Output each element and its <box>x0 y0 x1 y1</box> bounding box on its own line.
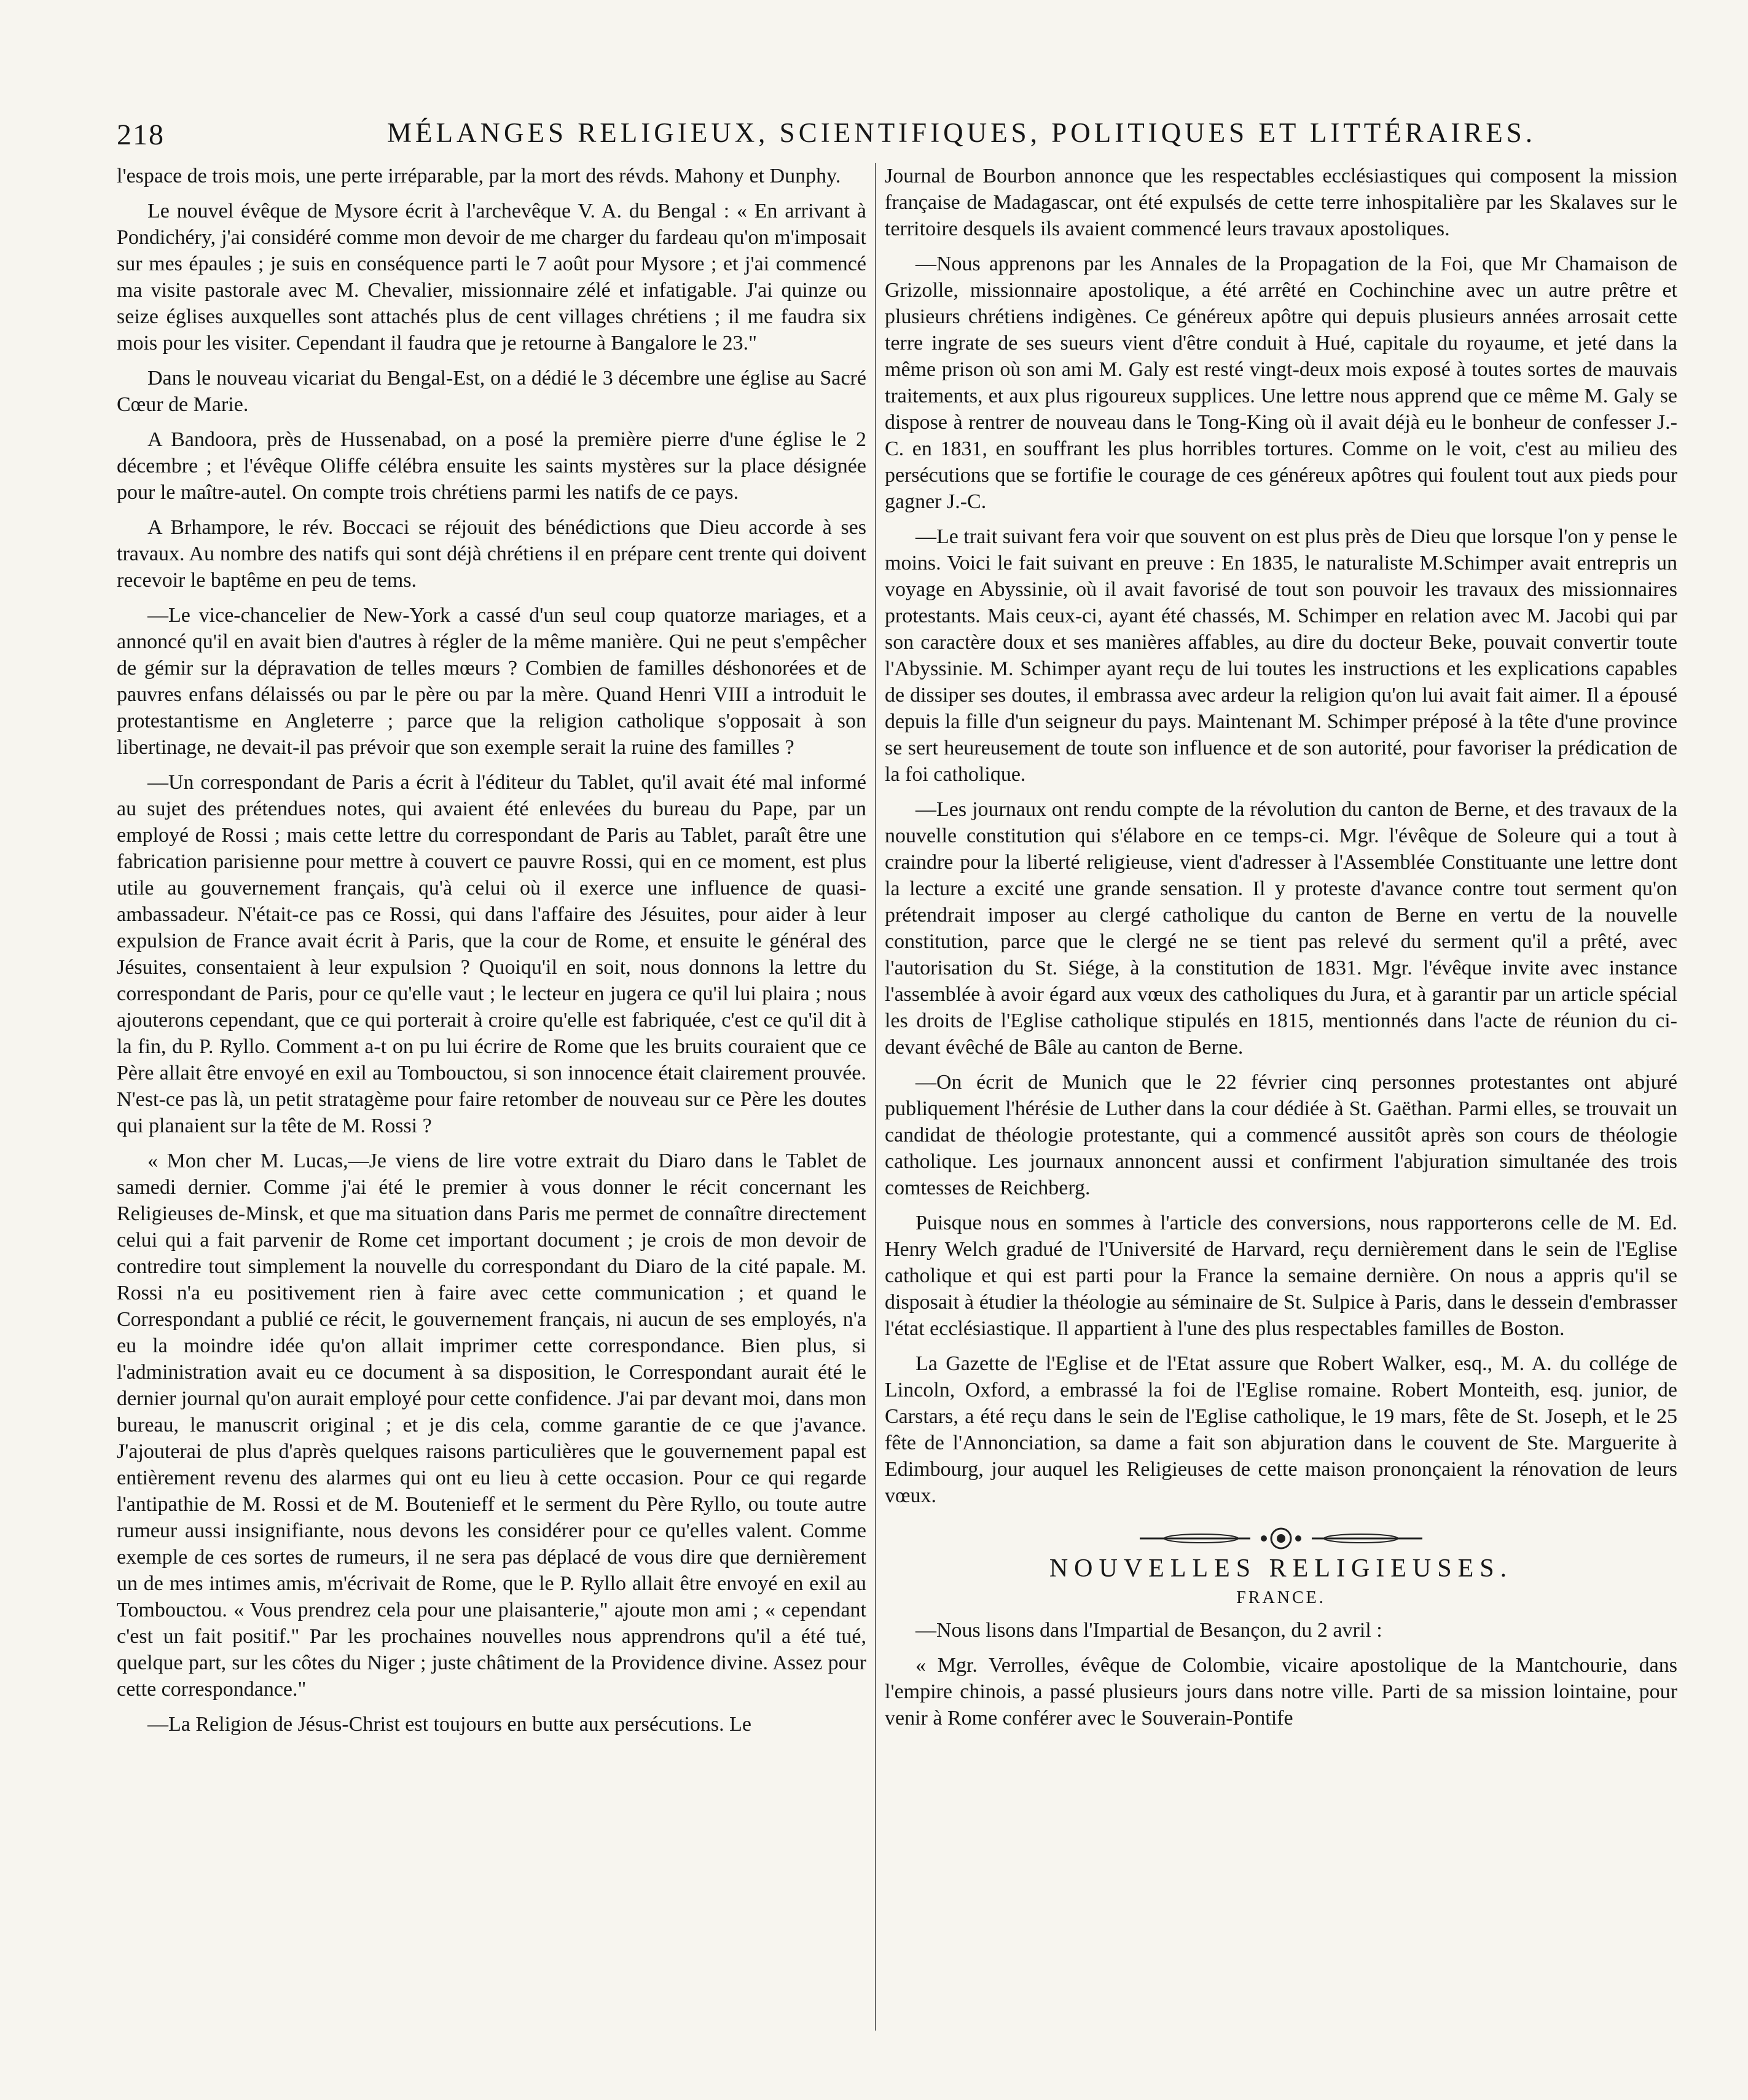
paragraph: —La Religion de Jésus-Christ est toujours en butte aux persécutions. Le <box>147 1713 751 1736</box>
paragraph: —Un correspondant de Paris a écrit à l'éditeur du Tablet, qu'il avait été mal informé au sujet des prétendues notes, qui avaient été enlevées du bureau du Pape, par un employé de Rossi ; mais cette lettre du correspondant de Paris au Tablet, paraît être une fabrication parisienne pour mettre à couvert ce pauvre Rossi, qui en ce moment, est plus utile au gouvernement français, qu'à celui où il exerce une influence de quasi-ambassadeur. N'était-ce pas ce Rossi, qui dans l'affaire des Jésuites, pour aider à leur expulsion de France avait écrit à Paris, que la cour de Rome, et ensuite le général des Jésuites, consentaient à leur expulsion ? Quoiqu'il en soit, nous donnons la lettre du correspondant de Paris, pour ce qu'elle vaut ; le lecteur en jugera ce qu'il lui plaira ; nous ajouterons cependant, que ce qui porterait à croire qu'elle est fabriquée, c'est ce qu'il dit à la fin, du P. Ryllo. Comment a-t on pu lui écrire de Rome que les bruits couraient que ce Père allait être envoyé en exil au Tombouctou, si son innocence était clairement prouvée. N'est-ce pas là, un petit stratagème pour faire retomber de nouveau sur ce Père les doutes qui planaient sur la tête de M. Rossi ? <box>117 771 866 1137</box>
paragraph: La Gazette de l'Eglise et de l'Etat assure que Robert Walker, esq., M. A. du collége de Lincoln, Oxford, a embrassé la foi de l'Eglise romaine. Robert Monteith, esq. junior, de Carstars, a été reçu dans le sein de l'Eglise catholique, le 19 mars, fête de St. Joseph, et le 25 fête de l'Annonciation, sa dame a fait son abjuration dans le couvent de Ste. Marguerite à Edimbourg, jour auquel les Religieuses de cette maison prononçaient la rénovation de leurs vœux. <box>885 1352 1677 1507</box>
paragraph: —Le vice-chancelier de New-York a cassé d'un seul coup quatorze mariages, et a annoncé qu'il en avait bien d'autres à régler de la même manière. Qui ne peut s'empêcher de gémir sur la dépravation de telles mœurs ? Combien de familles déshonorées et de pauvres enfans délaissés ou par le père ou par la mère. Quand Henri VIII a introduit le protestantisme en Angleterre ; parce que la religion catholique s'opposait à son libertinage, ne devait-il pas prévoir que son exemple serait la ruine des familles ? <box>117 604 866 759</box>
paragraph: —Les journaux ont rendu compte de la révolution du canton de Berne, et des travaux de la nouvelle constitution qui s'élabore en ce temps-ci. Mgr. l'évêque de Soleure qui a tout à craindre pour la liberté religieuse, vient d'adresser à l'Assemblée Constituante une lettre dont la lecture a excité une grande sensation. Il y proteste d'avance contre tout serment qu'on prétendrait imposer au clergé catholique du canton de Berne en vertu de la nouvelle constitution, parce que le clergé ne se tient pas relevé du serment qu'il a prêté, avec l'autorisation du St. Siége, à la constitution de 1831. Mgr. l'évêque invite avec instance l'assemblée à avoir égard aux vœux des catholiques du Jura, et à garantir par un article spécial les droits de l'Eglise catholique stipulés en 1815, mentionnés dans l'acte de réunion du ci-devant évêché de Bâle au canton de Berne. <box>885 798 1677 1059</box>
paragraph: l'espace de trois mois, une perte irréparable, par la mort des révds. Mahony et Dunphy. <box>117 165 841 187</box>
page-header <box>117 92 1702 166</box>
paragraph: —Nous apprenons par les Annales de la Propagation de la Foi, que Mr Chamaison de Grizolle, missionnaire apostolique, a été arrêté en Cochinchine avec un autre prêtre et plusieurs chrétiens indigènes. Ce généreux apôtre qui depuis plusieurs années arrosait cette terre ingrate de ses sueurs vient d'être conduit à Hué, capitale du royaume, et jeté dans la même prison où son ami M. Galy est resté vingt-deux mois exposé à toutes sortes de mauvais traitements, et aux plus rigoureux supplices. Une lettre nous apprend que ce même M. Galy se dispose à rentrer de nouveau dans le Tong-King où il avait déjà eu le bonheur de confesser J.-C. en 1831, en souffrant les plus horribles tortures. Comme on le voit, c'est au milieu des persécutions que se fortifie le courage de ces généreux apôtres qui foulent tout aux pieds pour gagner J.-C. <box>885 253 1677 513</box>
paragraph: A Brhampore, le rév. Boccaci se réjouit des bénédictions que Dieu accorde à ses travaux. Au nombre des natifs qui sont déjà chrétiens il en prépare cent trente qui doivent recevoir le baptême en peu de tems. <box>117 516 866 592</box>
paragraph: Le nouvel évêque de Mysore écrit à l'archevêque V. A. du Bengal : « En arrivant à Pondichéry, j'ai considéré comme mon devoir de me charger du fardeau qu'on m'imposait sur mes épaules ; je suis en conséquence parti le 7 août pour Mysore ; et j'ai commencé ma visite pastorale avec M. Chevalier, missionnaire zélé et infatigable. J'ai quinze ou seize églises auxquelles sont attachés plus de cent villages chrétiens ; il me faudra six mois pour les visiter. Cependant il faudra que je retourne à Bangalore le 23." <box>117 200 866 355</box>
column-divider <box>875 163 876 2031</box>
paragraph: A Bandoora, près de Hussenabad, on a posé la première pierre d'une église le 2 décembre ; et l'évêque Oliffe célébra ensuite les saints mystères sur la place désignée pour le maître-autel. On compte trois chrétiens parmi les natifs de ce pays. <box>117 428 866 504</box>
section-ornament <box>1127 1526 1435 1551</box>
page-number: 218 <box>117 119 165 151</box>
paragraph: —On écrit de Munich que le 22 février cinq personnes protestantes ont abjuré publiquement l'hérésie de Luther dans la cour dédiée à St. Gaëthan. Parmi elles, se trouvait un candidat de théologie protestante, qui a commencé aussitôt après son cours de théologie catholique. Les journaux annoncent aussi et confirment l'abjuration simultanée des trois comtesses de Reichberg. <box>885 1071 1677 1199</box>
section-subtitle: FRANCE. <box>1236 1588 1326 1607</box>
paragraph: —Le trait suivant fera voir que souvent on est plus près de Dieu que lorsque l'on y pense le moins. Voici le fait suivant en preuve : En 1835, le naturaliste M.Schimper avait entrepris un voyage en Abyssinie, où il avait favorisé de tout son pouvoir les travaux des missionnaires protestants. Mais ceux-ci, ayant été chassés, M. Schimper en relation avec M. Jacobi qui par son caractère doux et ses manières affables, au dire du docteur Beke, pouvait convertir toute l'Abyssinie. M. Schimper ayant reçu de lui toutes les instructions et les explications capables de dissiper ses doutes, il embrassa avec ardeur la religion qu'on lui avait fait aimer. Il a épousé depuis la fille d'un seigneur du pays. Maintenant M. Schimper préposé à la tête d'une province se sert heureusement de toute son influence et de son autorité, pour favoriser la prédication de la foi catholique. <box>885 525 1677 786</box>
paragraph: Dans le nouveau vicariat du Bengal-Est, on a dédié le 3 décembre une église au Sacré Cœur de Marie. <box>117 367 866 416</box>
running-title: MÉLANGES RELIGIEUX, SCIENTIFIQUES, POLITIQUES ET LITTÉRAIRES. <box>387 117 1537 148</box>
paragraph: Puisque nous en sommes à l'article des conversions, nous rapporterons celle de M. Ed. Henry Welch gradué de l'Université de Harvard, reçu dernièrement dans le sein de l'Eglise catholique et qui est parti pour la France la semaine dernière. On nous a appris qu'il se disposait à étudier la théologie au séminaire de St. Sulpice à Paris, dans le dessein d'embrasser l'état ecclésiastique. Il appartient à l'une des plus respectables familles de Boston. <box>885 1212 1677 1340</box>
paragraph: « Mon cher M. Lucas,—Je viens de lire votre extrait du Diaro dans le Tablet de samedi dernier. Comme j'ai été le premier à vous donner le récit concernant les Religieuses de-Minsk, et que ma situation dans Paris me permet de connaître directement celui qui a fait parvenir de Rome cet important document ; je crois de mon devoir de contredire tout simplement la nouvelle du correspondant du Diaro de la cité papale. M. Rossi n'a eu positivement rien à faire avec cette communication ; et quand le Correspondant a publié ce récit, le gouvernement français, ni aucun de ses employés, n'a eu la moindre idée qu'on allait imprimer cette correspondance. Bien plus, si l'administration avait eu ce document à sa disposition, le Correspondant aurait été le dernier journal qu'on aurait employé pour cette confidence. J'ai par devant moi, dans mon bureau, le manuscrit original ; et je dis cela, comme garantie de ce que j'avance. J'ajouterai de plus d'après quelques raisons particulières que le gouvernement papal est entièrement revenu des alarmes qui ont eu lieu à cette occasion. Pour ce qui regarde l'antipathie de M. Rossi et de M. Boutenieff et le serment du Père Ryllo, ou toute autre rumeur aussi insignifiante, nous devons les considérer pour ce qu'elles valent. Comme exemple de ces sortes de rumeurs, il ne sera pas déplacé de vous dire que dernièrement un de mes intimes amis, m'écrivait de Rome, que le P. Ryllo allait être envoyé en exil au Tombouctou. « Vous prendrez cela pour une plaisanterie," ajoute mon ami ; « cependant c'est un fait positif." Par les prochaines nouvelles nous apprendrons qu'il a été tué, quelque part, sur les côtes du Niger ; juste châtiment de la Providence divine. Assez pour cette correspondance." <box>117 1150 866 1701</box>
right-column <box>885 163 1677 1740</box>
left-column <box>117 163 866 1746</box>
paragraph: Journal de Bourbon annonce que les respectables ecclésiastiques qui composent la mission française de Madagascar, ont été expulsés de cette terre inhospitalière par les Skalaves sur le territoire desquels ils avaient commencé leurs travaux apostoliques. <box>885 165 1677 240</box>
paragraph: —Nous lisons dans l'Impartial de Besançon, du 2 avril : <box>915 1619 1382 1642</box>
section-title: NOUVELLES RELIGIEUSES. <box>1049 1554 1513 1583</box>
paragraph: « Mgr. Verrolles, évêque de Colombie, vicaire apostolique de la Mantchourie, dans l'empire chinois, a passé plusieurs jours dans notre ville. Parti de sa mission lointaine, pour venir à Rome conférer avec le Souverain-Pontife <box>885 1654 1677 1730</box>
